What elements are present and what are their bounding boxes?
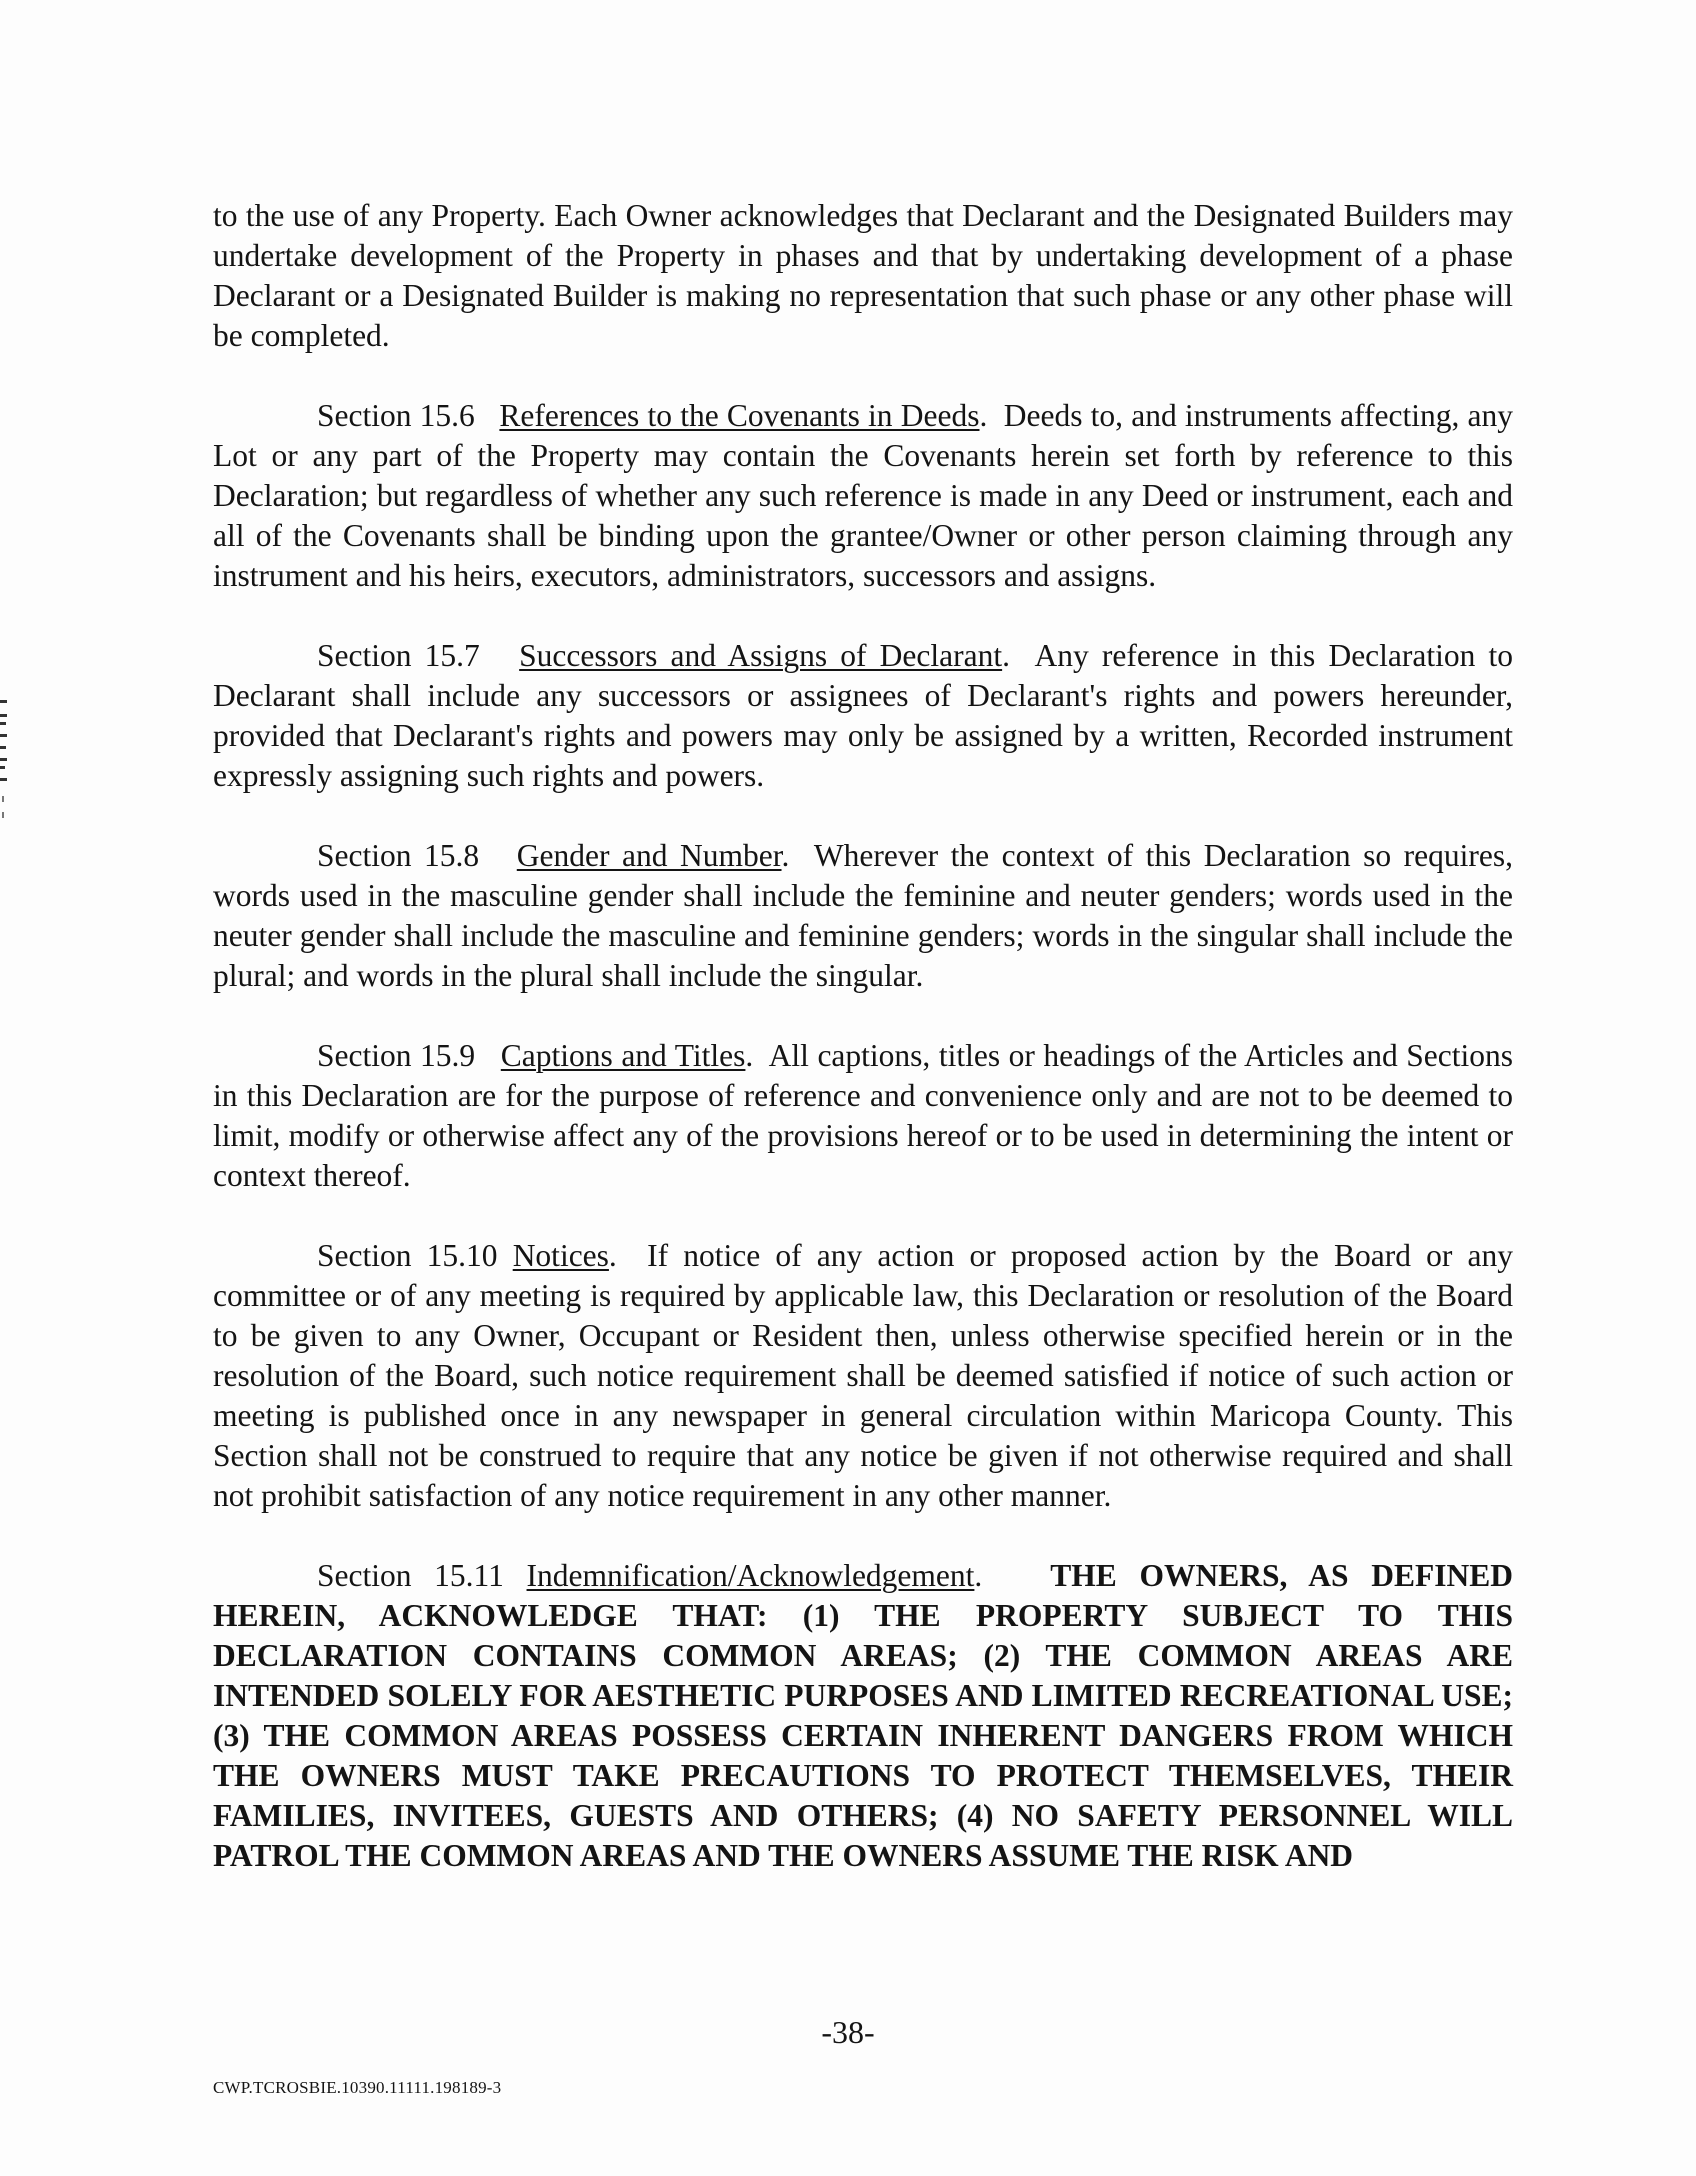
section-number: Section 15.6 bbox=[317, 398, 475, 433]
section-number: Section 15.10 bbox=[317, 1238, 498, 1273]
page-number: -38- bbox=[821, 2014, 875, 2050]
section-15-9: Section 15.9 Captions and Titles. All captions, titles or headings of the Articles and Sections in this Declaration are for the purpose of reference and convenience only and are not to be deemed to limit, modify or otherwise affect any of the provisions hereof or to be used in determining the intent or context thereof. bbox=[213, 1038, 1514, 1193]
section-heading: Successors and Assigns of Declarant bbox=[519, 638, 1003, 673]
section-number: Section 15.8 bbox=[317, 838, 480, 873]
section-15-7: Section 15.7 Successors and Assigns of Declarant. Any reference in this Declaration to Declarant shall include any successors or assignees of Declarant's rights and powers hereunder, provided that Declarant's rights and powers may only be assigned by a written, Recorded instrument expressly assigning such rights and powers. bbox=[213, 638, 1513, 793]
section-number: Section 15.9 bbox=[317, 1038, 476, 1073]
continuation-paragraph bbox=[213, 196, 1513, 356]
section-heading: Captions and Titles bbox=[500, 1038, 746, 1073]
section-15-10: Section 15.10 Notices. If notice of any action or proposed action by the Board or any committee or of any meeting is required by applicable law, this Declaration or resolution of the Board to be given to any Owner, Occupant or Resident then, unless otherwise specified herein or in the resolution of the Board, such notice requirement shall be deemed satisfied if notice of such action or meeting is published once in any newspaper in general circulation within Maricopa County. This Section shall not be construed to require that any notice be given if not otherwise required and shall not prohibit satisfaction of any notice requirement in any other manner. bbox=[213, 1238, 1513, 1513]
section-heading: Notices bbox=[512, 1238, 609, 1273]
document-code: CWP.TCROSBIE.10390.11111.198189-3 bbox=[213, 2078, 502, 2097]
section-body: All captions, titles or headings of the Articles and Sections in this Declaration are for the purpose of reference and convenience only and are not to be deemed to limit, modify or otherwise affect any of the provisions hereof or to be used in determining the intent or context thereof. bbox=[213, 1038, 1514, 1193]
section-heading: Gender and Number bbox=[516, 838, 782, 873]
section-15-11: Section 15.11 Indemnification/Acknowledgement. THE OWNERS, AS DEFINED HEREIN, ACKNOWLEDGE THAT: (1) THE PROPERTY SUBJECT TO THIS DECLARATION CONTAINS COMMON AREAS; (2) THE COMMON AREAS ARE INTENDED SOLELY FOR AESTHETIC PURPOSES AND LIMITED RECREATIONAL USE; (3) THE COMMON AREAS POSSESS CERTAIN INHERENT DANGERS FROM WHICH THE OWNERS MUST TAKE PRECAUTIONS TO PROTECT THEMSELVES, THEIR FAMILIES, INVITEES, GUESTS AND OTHERS; (4) NO SAFETY PERSONNEL WILL PATROL THE COMMON AREAS AND THE OWNERS ASSUME THE RISK AND bbox=[213, 1558, 1513, 1873]
continuation-text: to the use of any Property. Each Owner acknowledges that Declarant and the Designated Builders may undertake development of the Property in phases and that by undertaking development of a phase Declarant or a Designated Builder is making no representation that such phase or any other phase will be completed. bbox=[213, 198, 1513, 353]
section-15-8: Section 15.8 Gender and Number. Wherever the context of this Declaration so requires, words used in the masculine gender shall include the feminine and neuter genders; words used in the neuter gender shall include the masculine and feminine genders; words in the singular shall include the plural; and words in the plural shall include the singular. bbox=[213, 838, 1514, 993]
section-number: Section 15.7 bbox=[317, 638, 480, 673]
section-heading: Indemnification/Acknowledgement bbox=[526, 1558, 975, 1593]
scan-edge-marks bbox=[0, 700, 8, 840]
section-body: Deeds to, and instruments affecting, any Lot or any part of the Property may contain the Covenants herein set forth by reference to this Declaration; but regardless of whether any such reference is made in any Deed or instrument, each and all of the Covenants shall be binding upon the grantee/Owner or other person claiming through any instrument and his heirs, executors, administrators, successors and assigns. bbox=[213, 398, 1514, 593]
section-heading: References to the Covenants in Deeds bbox=[499, 398, 980, 433]
section-body: Wherever the context of this Declaration so requires, words used in the masculine gender shall include the feminine and neuter genders; words used in the neuter gender shall include the masculine and feminine genders; words in the singular shall include the plural; and words in the plural shall include the singular. bbox=[213, 838, 1514, 993]
section-15-6: Section 15.6 References to the Covenants in Deeds. Deeds to, and instruments affecting, any Lot or any part of the Property may contain the Covenants herein set forth by reference to this Declaration; but regardless of whether any such reference is made in any Deed or instrument, each and all of the Covenants shall be binding upon the grantee/Owner or other person claiming through any instrument and his heirs, executors, administrators, successors and assigns. bbox=[213, 398, 1514, 593]
section-number: Section 15.11 bbox=[317, 1558, 504, 1593]
section-body: Any reference in this Declaration to Declarant shall include any successors or assignees of Declarant's rights and powers hereunder, provided that Declarant's rights and powers may only be assigned by a written, Recorded instrument expressly assigning such rights and powers. bbox=[213, 638, 1513, 793]
section-body: THE OWNERS, AS DEFINED HEREIN, ACKNOWLEDGE THAT: (1) THE PROPERTY SUBJECT TO THIS DECLARATION CONTAINS COMMON AREAS; (2) THE COMMON AREAS ARE INTENDED SOLELY FOR AESTHETIC PURPOSES AND LIMITED RECREATIONAL USE; (3) THE COMMON AREAS POSSESS CERTAIN INHERENT DANGERS FROM WHICH THE OWNERS MUST TAKE PRECAUTIONS TO PROTECT THEMSELVES, THEIR FAMILIES, INVITEES, GUESTS AND OTHERS; (4) NO SAFETY PERSONNEL WILL PATROL THE COMMON AREAS AND THE OWNERS ASSUME THE RISK AND bbox=[213, 1558, 1513, 1873]
section-body: If notice of any action or proposed action by the Board or any committee or of any meeting is required by applicable law, this Declaration or resolution of the Board to be given to any Owner, Occupant or Resident then, unless otherwise specified herein or in the resolution of the Board, such notice requirement shall be deemed satisfied if notice of such action or meeting is published once in any newspaper in general circulation within Maricopa County. This Section shall not be construed to require that any notice be given if not otherwise required and shall not prohibit satisfaction of any notice requirement in any other manner. bbox=[213, 1238, 1513, 1513]
